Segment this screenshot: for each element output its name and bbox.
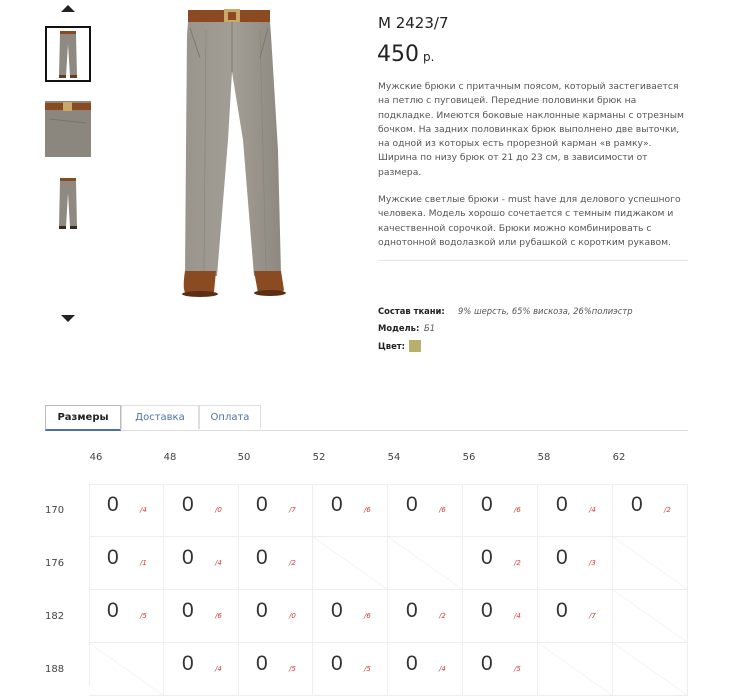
size-cell-unavailable xyxy=(613,537,688,590)
stock-count: /2 xyxy=(439,612,446,620)
fabric-label: Состав ткани: xyxy=(378,306,445,316)
stock-count: /2 xyxy=(664,506,671,514)
stock-count: /5 xyxy=(514,665,521,673)
description-paragraph: Мужские светлые брюки - must have для делового успешного человека. Модель хорошо сочетается с темным пиджаком и качественной сорочкой. Брюки можно комбинировать с однотонной водолазкой или рубашкой с коротким рукавом. xyxy=(378,194,681,248)
color-label: Цвет: xyxy=(378,341,405,351)
size-cell[interactable] xyxy=(463,643,538,696)
quantity-value: 0 xyxy=(182,493,194,516)
quantity-value: 0 xyxy=(107,599,119,622)
quantity-value: 0 xyxy=(256,599,268,622)
size-cell-unavailable xyxy=(538,643,613,696)
height-row-header: 182 xyxy=(45,611,65,622)
main-product-image xyxy=(150,0,340,302)
size-cell[interactable] xyxy=(89,537,164,590)
size-cell-unavailable xyxy=(89,643,164,696)
stock-count: /5 xyxy=(140,612,147,620)
size-cell[interactable] xyxy=(538,537,613,590)
info-tabs xyxy=(45,405,688,431)
size-cell[interactable] xyxy=(388,590,463,643)
size-cell[interactable] xyxy=(164,537,239,590)
fabric-property xyxy=(378,306,633,316)
stock-count: /7 xyxy=(589,612,596,620)
quantity-value: 0 xyxy=(406,493,418,516)
tab-sizes[interactable]: Размеры xyxy=(45,405,121,431)
stock-count: /6 xyxy=(215,612,222,620)
size-cell[interactable] xyxy=(538,590,613,643)
quantity-value: 0 xyxy=(256,652,268,675)
stock-count: /1 xyxy=(140,559,147,567)
quantity-value: 0 xyxy=(107,493,119,516)
model-value: Б1 xyxy=(424,323,436,333)
pants-front-image xyxy=(47,28,89,80)
product-description xyxy=(378,80,688,263)
quantity-value: 0 xyxy=(331,652,343,675)
size-cell[interactable] xyxy=(463,590,538,643)
size-cell[interactable] xyxy=(164,643,239,696)
quantity-value: 0 xyxy=(256,546,268,569)
model-property xyxy=(378,323,435,333)
stock-count: /7 xyxy=(289,506,296,514)
stock-count: /5 xyxy=(289,665,296,673)
stock-count: /5 xyxy=(364,665,371,673)
fabric-value: 9% шерсть, 65% вискоза, 26%полиэстр xyxy=(458,306,633,316)
size-cell[interactable] xyxy=(463,484,538,537)
quantity-value: 0 xyxy=(182,546,194,569)
stock-count: /4 xyxy=(215,665,222,673)
quantity-value: 0 xyxy=(107,546,119,569)
thumbnail-pants-front[interactable] xyxy=(45,26,91,82)
quantity-value: 0 xyxy=(556,546,568,569)
size-column-header: 54 xyxy=(387,452,401,463)
stock-count: /6 xyxy=(439,506,446,514)
size-cell-unavailable xyxy=(313,537,388,590)
quantity-value: 0 xyxy=(556,599,568,622)
size-cell[interactable] xyxy=(313,484,388,537)
stock-count: /3 xyxy=(589,559,596,567)
size-cell[interactable] xyxy=(238,537,313,590)
stock-count: /4 xyxy=(215,559,222,567)
quantity-value: 0 xyxy=(481,546,493,569)
size-cell[interactable] xyxy=(388,484,463,537)
stock-count: /4 xyxy=(514,612,521,620)
size-cell[interactable] xyxy=(313,643,388,696)
quantity-value: 0 xyxy=(256,493,268,516)
stock-count: /6 xyxy=(364,506,371,514)
size-cell[interactable] xyxy=(313,590,388,643)
size-cell[interactable] xyxy=(164,590,239,643)
size-cell-unavailable xyxy=(613,590,688,643)
height-row-header: 176 xyxy=(45,558,65,569)
size-cell[interactable] xyxy=(89,590,164,643)
quantity-value: 0 xyxy=(406,652,418,675)
stock-count: /4 xyxy=(589,506,596,514)
fabric-closeup-image xyxy=(45,101,91,157)
color-property xyxy=(378,340,421,352)
size-cell-unavailable xyxy=(613,643,688,696)
quantity-value: 0 xyxy=(182,599,194,622)
stock-count: /6 xyxy=(364,612,371,620)
thumbnail-fabric-closeup[interactable] xyxy=(45,101,91,157)
stock-count: /2 xyxy=(514,559,521,567)
size-column-header: 50 xyxy=(237,452,251,463)
price-value: 450 xyxy=(377,42,419,67)
description-paragraph: Мужские брюки с притачным поясом, который застегивается на петлю с пуговицей. Передние половинки брюк на подкладке. Имеются боковые наклонные карманы с отрезным бочком. На задних половинках брюк выполнено две выточки, на одной из которых есть прорезной карман «в рамку». Ширина по низу брюк от 21 до 23 см, в зависимости от размера. xyxy=(378,81,684,178)
size-cell[interactable] xyxy=(388,643,463,696)
product-title: М 2423/7 xyxy=(378,14,449,32)
stock-count: /2 xyxy=(289,559,296,567)
size-cell[interactable] xyxy=(238,484,313,537)
size-column-header: 48 xyxy=(163,452,177,463)
height-row-header: 170 xyxy=(45,505,65,516)
stock-count: /4 xyxy=(439,665,446,673)
size-column-header: 62 xyxy=(612,452,626,463)
quantity-value: 0 xyxy=(481,493,493,516)
size-cell[interactable] xyxy=(164,484,239,537)
pants-back-image xyxy=(45,175,91,231)
quantity-value: 0 xyxy=(481,599,493,622)
stock-count: /0 xyxy=(215,506,222,514)
quantity-value: 0 xyxy=(406,599,418,622)
size-cell[interactable] xyxy=(613,484,688,537)
tab-payment[interactable]: Оплата xyxy=(199,405,261,429)
quantity-value: 0 xyxy=(331,599,343,622)
price-currency: р. xyxy=(423,50,435,64)
thumbnails-up-arrow-icon[interactable] xyxy=(61,5,75,12)
model-label: Модель: xyxy=(378,323,420,333)
size-cell[interactable] xyxy=(238,643,313,696)
size-column-header: 58 xyxy=(537,452,551,463)
size-column-header: 46 xyxy=(89,452,103,463)
quantity-value: 0 xyxy=(481,652,493,675)
size-column-header: 56 xyxy=(462,452,476,463)
size-cell[interactable] xyxy=(538,484,613,537)
quantity-value: 0 xyxy=(331,493,343,516)
quantity-value: 0 xyxy=(556,493,568,516)
divider xyxy=(378,260,688,261)
thumbnails-down-arrow-icon[interactable] xyxy=(61,315,75,322)
size-cell[interactable] xyxy=(238,590,313,643)
product-price xyxy=(377,42,434,67)
color-swatch[interactable] xyxy=(409,340,421,352)
quantity-value: 0 xyxy=(182,652,194,675)
stock-count: /4 xyxy=(140,506,147,514)
stock-count: /6 xyxy=(514,506,521,514)
size-cell[interactable] xyxy=(463,537,538,590)
height-row-header: 188 xyxy=(45,664,65,675)
size-column-header: 52 xyxy=(312,452,326,463)
thumbnail-pants-back[interactable] xyxy=(45,175,91,231)
stock-count: /0 xyxy=(289,612,296,620)
size-cell-unavailable xyxy=(388,537,463,590)
size-cell[interactable] xyxy=(89,484,164,537)
tab-delivery[interactable]: Доставка xyxy=(121,405,199,429)
quantity-value: 0 xyxy=(631,493,643,516)
